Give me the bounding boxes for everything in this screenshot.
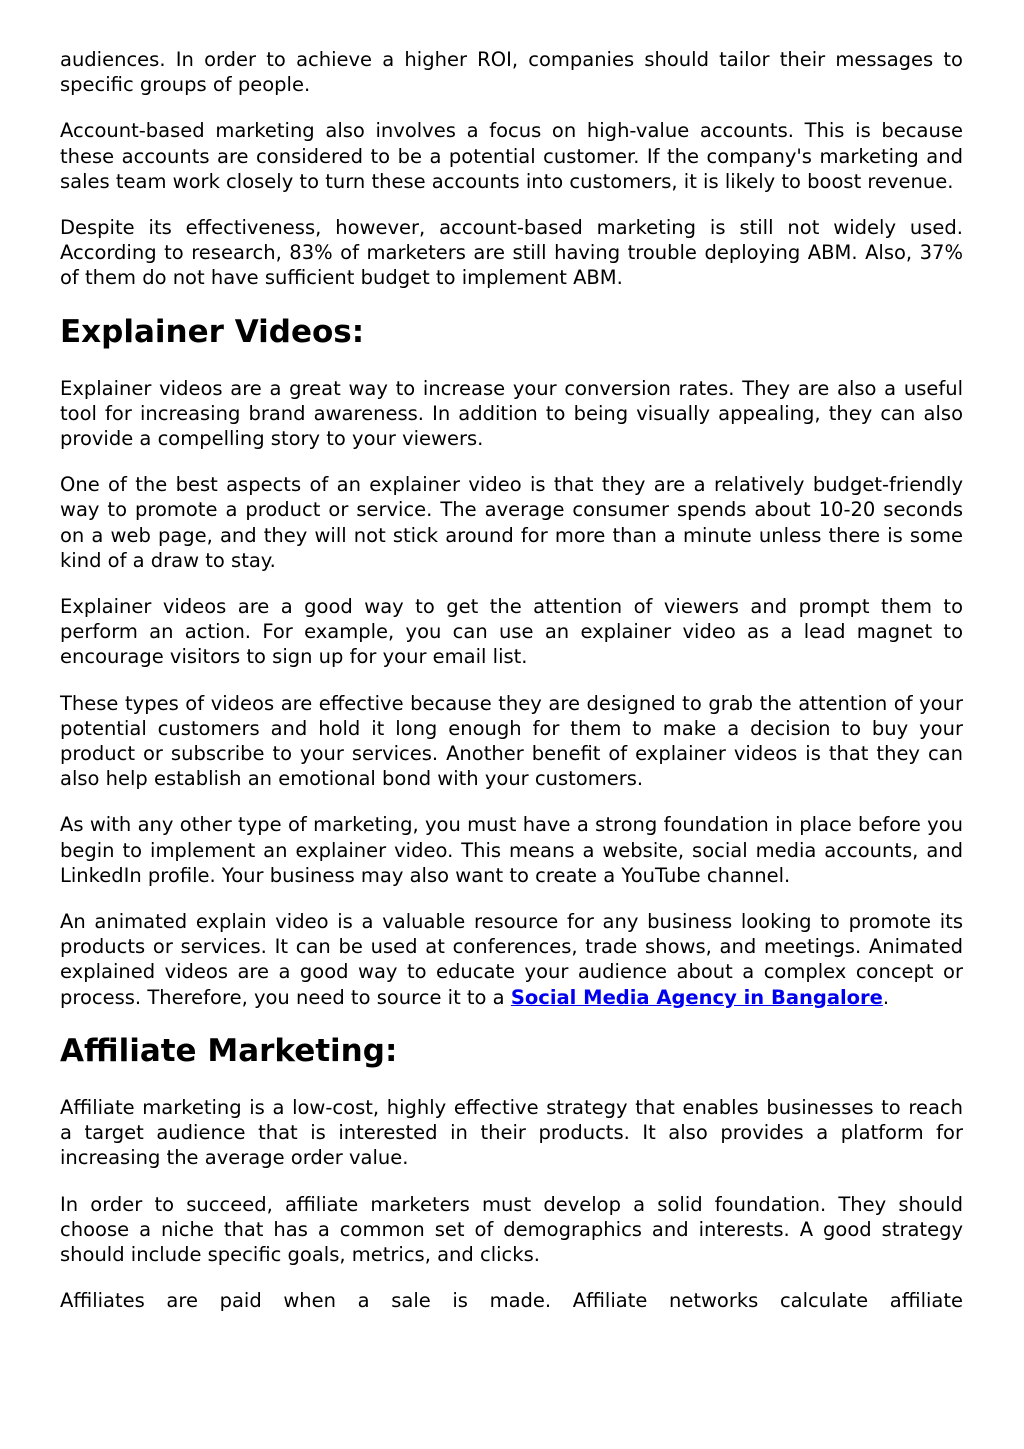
paragraph-with-link <box>60 909 963 1010</box>
section-heading-affiliate-marketing: Affiliate Marketing: <box>60 1032 398 1069</box>
paragraph: These types of videos are effective because they are designed to grab the attention of your potential customers and hold it long enough for them to make a decision to buy your product or subscribe to your services. Another benefit of explainer videos is that they can also help establish an emotional bond with your customers. <box>60 691 963 791</box>
paragraph-text: . <box>882 985 890 1009</box>
paragraph: In order to succeed, affiliate marketers must develop a solid foundation. They should choose a niche that has a common set of demographics and interests. A good strategy should include specific goals, metrics, and clicks. <box>60 1192 963 1266</box>
paragraph: Explainer videos are a good way to get the attention of viewers and prompt them to perform an action. For example, you can use an explainer video as a lead magnet to encourage visitors to sign up for your email list. <box>60 595 963 669</box>
paragraph: As with any other type of marketing, you must have a strong foundation in place before you begin to implement an explainer video. This means a website, social media accounts, and LinkedIn profile. Your business may also want to create a YouTube channel. <box>60 813 963 887</box>
paragraph: Affiliate marketing is a low-cost, highly effective strategy that enables businesses to reach a target audience that is interested in their products. It also provides a platform for increasing the average order value. <box>60 1095 963 1170</box>
paragraph: One of the best aspects of an explainer video is that they are a relatively budget-friendly way to promote a product or service. The average consumer spends about 10-20 seconds on a web page, and they will not stick around for more than a minute unless there is some kind of a draw to stay. <box>60 473 963 572</box>
paragraph: audiences. In order to achieve a higher ROI, companies should tailor their messages to specific groups of people. <box>60 48 963 97</box>
paragraph: Account-based marketing also involves a focus on high-value accounts. This is because these accounts are considered to be a potential customer. If the company's marketing and sales team work closely to turn these accounts into customers, it is likely to boost revenue. <box>60 119 963 193</box>
paragraph: Affiliates are paid when a sale is made. Affiliate networks calculate affiliate <box>60 1289 963 1313</box>
section-heading-explainer-videos: Explainer Videos: <box>60 313 365 350</box>
paragraph: Despite its effectiveness, however, account-based marketing is still not widely used. According to research, 83% of marketers are still having trouble deploying ABM. Also, 37% of them do not have sufficient budget to implement ABM. <box>60 216 963 290</box>
social-media-agency-link[interactable]: Social Media Agency in Bangalore <box>510 985 883 1009</box>
paragraph-text: An animated explain video is a valuable resource for any business looking to promote its products or services. It can be used at conferences, trade shows, and meetings. Animated explained videos are a good way to educate your audience about a complex concept or process. Therefore, you need to source it to a <box>60 910 963 1009</box>
document-page <box>60 47 963 1334</box>
paragraph: Explainer videos are a great way to increase your conversion rates. They are also a useful tool for increasing brand awareness. In addition to being visually appealing, they can also provide a compelling story to your viewers. <box>60 376 963 451</box>
